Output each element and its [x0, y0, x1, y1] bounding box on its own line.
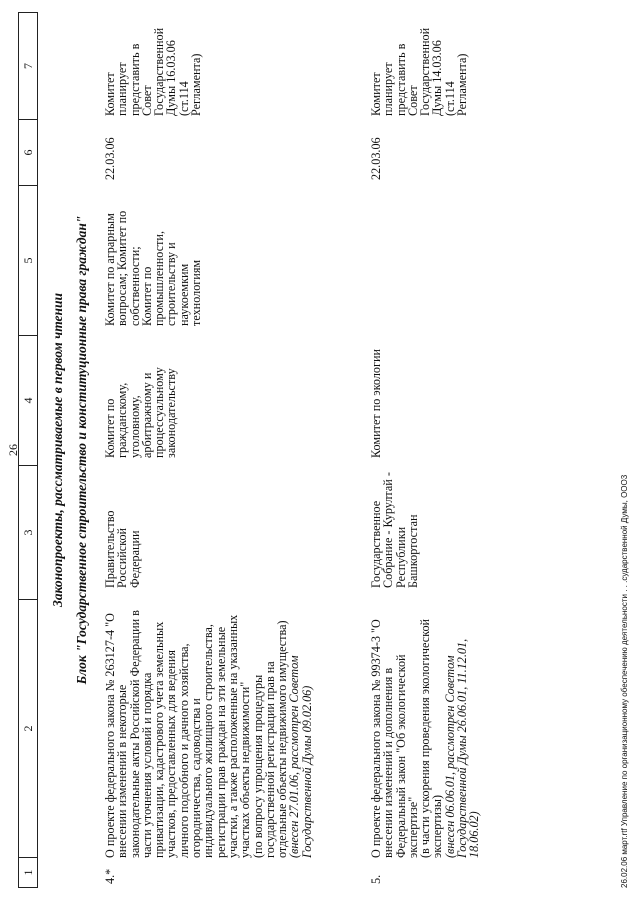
column-header-4: 4: [19, 335, 37, 465]
page-footer: 26.02.06 март.rtf Управление по организационному обеспечению деятельности . . .сударственной Думы, ООО3: [620, 474, 629, 888]
bill-description: [370, 606, 481, 858]
review-date: 22.03.06: [103, 137, 117, 180]
review-date: 22.03.06: [369, 137, 383, 180]
bill-author: Правительство Российской Федерации: [103, 510, 142, 588]
bill-note: (в части ускорения проведения экологической экспертизы): [418, 618, 445, 858]
column-header-7: 7: [21, 63, 35, 69]
column-header-1: 1: [19, 857, 37, 887]
bill-author: Государственное Собрание - Курултай - Республики Башкортостан: [369, 472, 420, 588]
page-number: 26: [6, 444, 20, 456]
column-header-3: 3: [19, 465, 37, 599]
bill-title: О проекте федерального закона № 263127-4 "О внесении изменений в некоторые законодательные акты Российской Федерации в части уточнения условий и порядка приватизации, кадастрового учета земельных участков, предоставленных для ведения личного подсобного и дачного хозяйства, огородничества, садоводства и индивидуального жилищного строительства, регистрации прав граждан на эти земельные участки, а также расположенные на указанных участках объекты недвижимости": [103, 610, 253, 858]
bill-description: [104, 606, 313, 858]
bill-submission-info: (внесен 27.01.06, рассмотрен Советом Государственной Думы 09.02.06): [287, 655, 314, 858]
section-title: Законопроекты, рассматриваемые в первом чтении: [50, 292, 65, 608]
row-number: 4.*: [103, 868, 117, 884]
bill-title: О проекте федерального закона № 99374-3 "О внесении изменений и дополнения в Федеральный закон "Об экологической экспертизе": [369, 619, 420, 858]
responsible-committee: Комитет по гражданскому, уголовному, арбитражному и процессуальному законодательству: [103, 367, 179, 458]
column-header-table: [18, 12, 38, 888]
column-header-2: 2: [19, 599, 37, 857]
co-executor-committees: Комитет по аграрным вопросам; Комитет по собственности; Комитет по промышленности, строительству и наукоемким технологиям: [103, 210, 204, 326]
column-header-5: 5: [19, 185, 37, 335]
responsible-committee: Комитет по экологии: [369, 348, 383, 458]
column-header-6: 6: [19, 119, 37, 185]
row-note: Комитет планирует представить в Совет Государственной Думы 16.03.06 (ст.114 Регламента): [103, 27, 204, 116]
bill-submission-info: (внесен 06.06.01, рассмотрен Советом Государственной Думы 26.06.01, 11.12.01, 18.06.02): [442, 638, 482, 858]
block-title: Блок "Государственное строительство и конституционные права граждан": [74, 215, 89, 685]
bill-note: (по вопросу упрощения процедуры государственной регистрации прав на отдельные объекты недвижимого имущества): [250, 620, 290, 858]
row-number: 5.: [369, 874, 383, 884]
row-note: Комитет планирует представить в Совет Государственной Думы 14.03.06 (ст.114 Регламента): [369, 27, 470, 116]
